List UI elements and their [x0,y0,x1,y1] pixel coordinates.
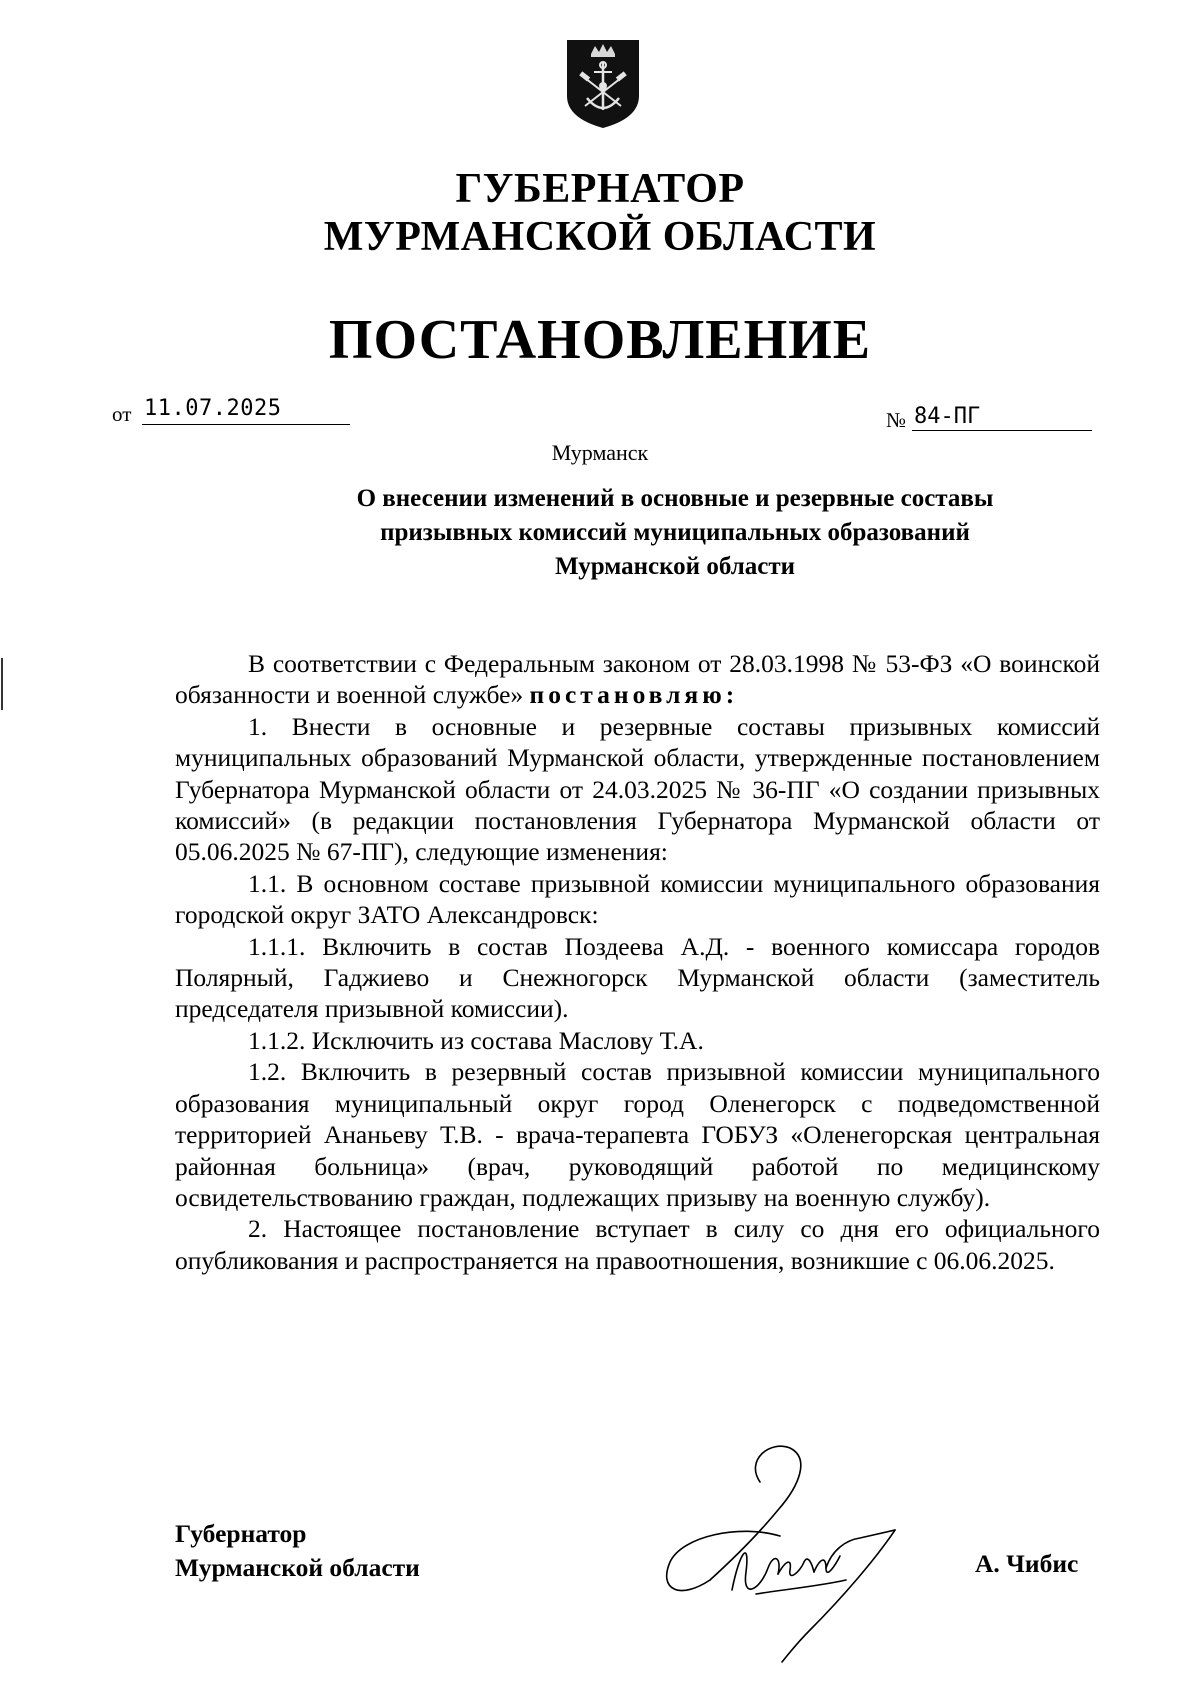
document-subject [290,482,1060,584]
preamble-text: В соответствии с Федеральным законом от 28.03.1998 № 53-ФЗ «О воинской обязанности и военной службе» [175,649,1100,710]
clause-1: 1. Внести в основные и резервные составы призывных комиссий муниципальных образований Мурманской области, утвержденные постановлением Губернатора Мурманской области от 24.03.2025 № 36-ПГ «О создании призывных комиссий» (в редакции постановления Губернатора Мурманской области от 05.06.2025 № 67-ПГ), следующие изменения: [175,711,1100,867]
clause-1-1-1: 1.1.1. Включить в состав Поздеева А.Д. - военного комиссара городов Полярный, Гаджиево и Снежногорск Мурманской области (заместитель председателя призывной комиссии). [175,931,1100,1024]
date-value: 11.07.2025 [144,396,282,421]
margin-mark [1,658,3,710]
subject-line1: О внесении изменений в основные и резервные составы [356,485,994,512]
authority-title-line2: МУРМАНСКОЙ ОБЛАСТИ [323,214,877,260]
signatory-title-line1: Губернатор [175,1519,307,1548]
clause-2: 2. Настоящее постановление вступает в силу со дня его официального опубликования и распространяется на правоотношения, возникшие с 06.06.2025. [175,1214,1100,1275]
document-type-title: ПОСТАНОВЛЕНИЕ [328,309,872,371]
city-name: Мурманск [551,440,649,465]
subject-line2: призывных комиссий муниципальных образований [380,519,970,546]
number-prefix: № [886,408,907,432]
preamble-paragraph [175,648,1100,711]
decree-word: постановляю: [529,680,739,710]
signatory-title [175,1517,420,1585]
clause-1-2: 1.2. Включить в резервный состав призывной комиссии муниципального образования муниципальный округ город Оленегорск с подведомственной территорией Ананьеву Т.В. - врача-терапевта ГОБУЗ «Оленегорская центральная районная больница» (врач, руководящий работой по медицинскому освидетельствованию граждан, подлежащих призыву на военную службу). [175,1057,1100,1212]
clause-1-1: 1.1. В основном составе призывной комиссии муниципального образования городской округ ЗАТО Александровск: [175,868,1100,930]
signatory-title-line2: Мурманской области [175,1553,420,1582]
coat-of-arms-icon [561,34,645,130]
subject-line3: Мурманской области [554,553,796,580]
number-value: 84-ПГ [914,404,981,429]
clause-1-1-2: 1.1.2. Исключить из состава Маслову Т.А. [248,1025,704,1055]
document-number [886,406,1092,434]
date-prefix: от [112,402,132,426]
document-date [112,396,352,428]
date-underline [142,424,350,425]
document-body [175,648,1100,1276]
handwritten-signature [650,1440,915,1665]
number-underline [912,430,1092,431]
signatory-name: А. Чибис [975,1549,1079,1578]
authority-title-line1: ГУБЕРНАТОР [455,166,745,212]
